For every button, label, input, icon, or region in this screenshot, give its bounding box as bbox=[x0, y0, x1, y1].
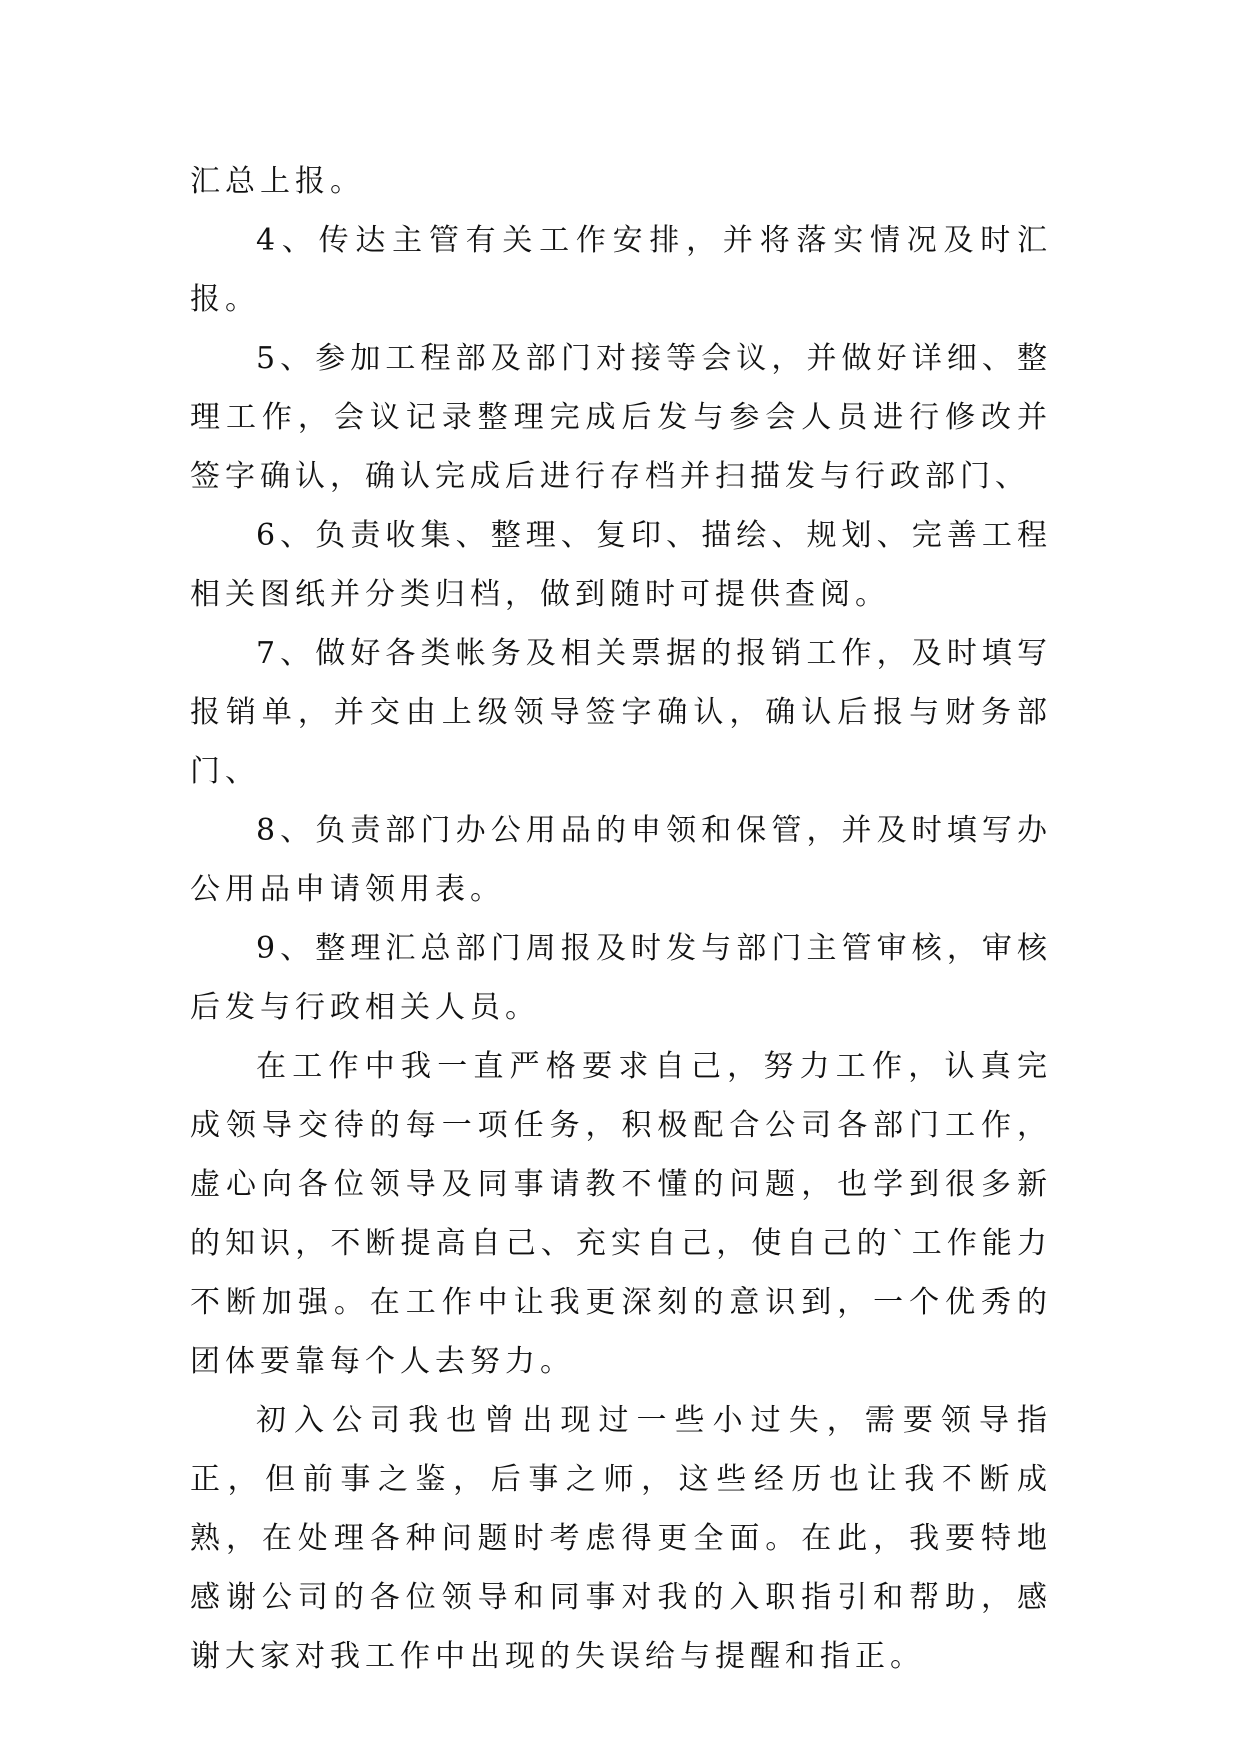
paragraph-thanks: 初入公司我也曾出现过一些小过失，需要领导指正，但前事之鉴，后事之师，这些经历也让我不断成熟，在处理各种问题时考虑得更全面。在此，我要特地感谢公司的各位领导和同事对我的入职指引和帮助，感谢大家对我工作中出现的失误给与提醒和指正。 bbox=[190, 1403, 1052, 1674]
paragraph-item-6: 6、负责收集、整理、复印、描绘、规划、完善工程相关图纸并分类归档，做到随时可提供查阅。 bbox=[190, 518, 1052, 612]
paragraph-item-7: 7、做好各类帐务及相关票据的报销工作，及时填写报销单，并交由上级领导签字确认，确认后报与财务部门、 bbox=[190, 636, 1052, 789]
paragraph-item-5: 5、参加工程部及部门对接等会议，并做好详细、整理工作，会议记录整理完成后发与参会人员进行修改并签字确认，确认完成后进行存档并扫描发与行政部门、 bbox=[190, 341, 1052, 494]
paragraph-work-attitude: 在工作中我一直严格要求自己，努力工作，认真完成领导交待的每一项任务，积极配合公司各部门工作，虚心向各位领导及同事请教不懂的问题，也学到很多新的知识，不断提高自己、充实自己，使自己的`工作能力不断加强。在工作中让我更深刻的意识到，一个优秀的团体要靠每个人去努力。 bbox=[190, 1049, 1052, 1379]
document-body bbox=[190, 152, 1052, 1686]
paragraph-item-4: 4、传达主管有关工作安排，并将落实情况及时汇报。 bbox=[190, 223, 1052, 317]
paragraph-continuation: 汇总上报。 bbox=[190, 164, 365, 199]
paragraph-item-9: 9、整理汇总部门周报及时发与部门主管审核，审核后发与行政相关人员。 bbox=[190, 931, 1052, 1025]
paragraph-item-8: 8、负责部门办公用品的申领和保管，并及时填写办公用品申请领用表。 bbox=[190, 813, 1052, 907]
